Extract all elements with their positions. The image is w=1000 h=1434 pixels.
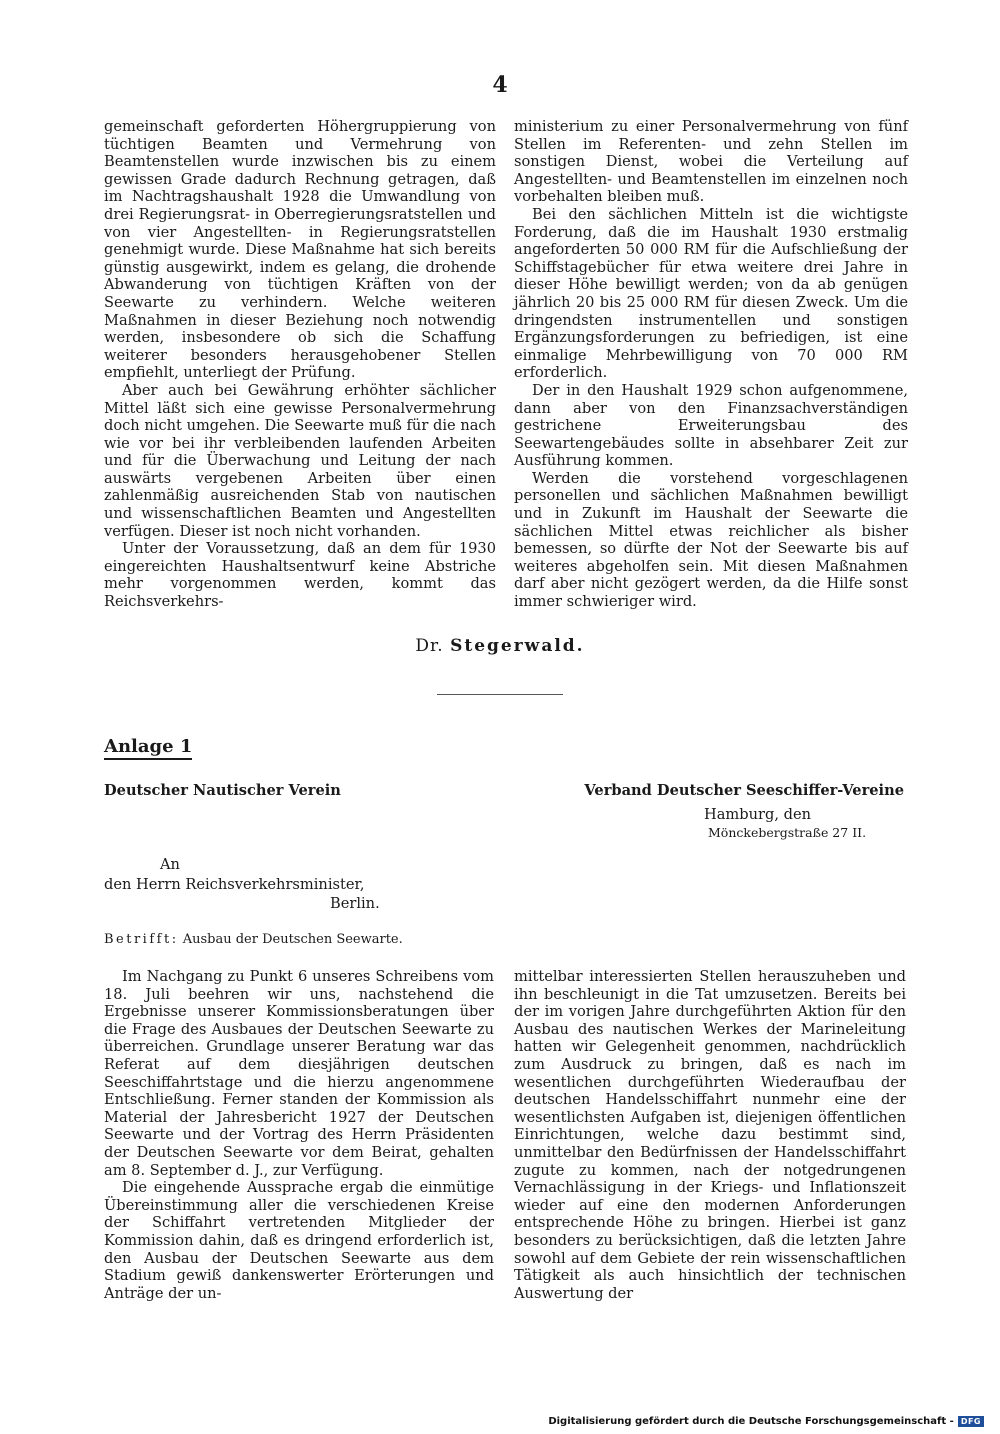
street-line: Mönckebergstraße 27 II. (708, 825, 867, 840)
top-left-column (104, 118, 496, 611)
signature (0, 636, 1000, 656)
sender-right: Verband Deutscher Seeschiffer-Vereine (584, 782, 904, 799)
sender-left: Deutscher Nautischer Verein (104, 782, 341, 799)
dfg-logo-icon: DFG (958, 1416, 984, 1427)
annex-right-column (514, 968, 906, 1302)
signature-name: Stegerwald. (450, 636, 585, 656)
paragraph: Die eingehende Aussprache ergab die einmütige Übereinstimmung aller die verschiedenen Kreise der Schiffahrt vertretenden Mitglieder der Kommission dahin, daß es dringend erforderlich ist, den Ausbau der Deutschen Seewarte aus dem Stadium gewiß dankenswerter Erörterungen und Anträge der un- (104, 1179, 494, 1302)
city-line: Hamburg, den (704, 806, 811, 823)
paragraph: Werden die vorstehend vorgeschlagenen personellen und sächlichen Maßnahmen bewilligt und in Zukunft im Haushalt der Seewarte die sächlichen Mittel etwas reichlicher als bisher bemessen, so dürfte der Not der Seewarte bis auf weiteres abgeholfen sein. Mit diesen Maßnahmen darf aber nicht gezögert werden, da die Hilfe sonst immer schwieriger wird. (514, 469, 908, 611)
paragraph: Im Nachgang zu Punkt 6 unseres Schreibens vom 18. Juli beehren wir uns, nachstehend die Ergebnisse unserer Kommissionsberatungen über die Frage des Ausbaues der Deutschen Seewarte zu überreichen. Grundlage unserer Beratung war das Referat auf dem diesjährigen deutschen Seeschiffahrtstage und die hierzu angenommene Entschließung. Ferner standen der Kommission als Material der Jahresbericht 1927 der Deutschen Seewarte und der Vortrag des Herrn Präsidenten der Deutschen Seewarte vor dem Beirat, gehalten am 8. September d. J., zur Verfügung. (104, 968, 494, 1179)
footer-text: Digitalisierung gefördert durch die Deutsche Forschungsgemeinschaft - (548, 1416, 954, 1427)
page-number: 4 (492, 72, 508, 98)
paragraph: ministerium zu einer Personalvermehrung von fünf Stellen im Referenten- und zehn Stellen im sonstigen Dienst, wobei die Verteilung auf Angestellten- und Beamtenstellen im einzelnen noch vorbehalten bleiben muß. (514, 118, 908, 206)
paragraph: Aber auch bei Gewährung erhöhter sächlicher Mittel läßt sich eine gewisse Personalvermehrung doch nicht umgehen. Die Seewarte muß für die nach wie vor bei ihr verbleibenden laufenden Arbeiten und für die Überwachung und Leitung der nach auswärts vergebenen Arbeiten über einen zahlenmäßig ausreichenden Stab von nautischen und wissenschaftlichen Beamten und Angestellten verfügen. Dieser ist noch nicht vorhanden. (104, 381, 496, 540)
address-recipient: den Herrn Reichsverkehrsminister, (104, 876, 365, 893)
paragraph: gemeinschaft geforderten Höhergruppierung von tüchtigen Beamten und Vermehrung von Beamtenstellen wurde inzwischen bis zu einem gewissen Grade dadurch Rechnung getragen, daß im Nachtragshaushalt 1928 die Umwandlung von drei Regierungsrat- in Oberregierungsratstellen und von vier Angestellten- in Regierungsratstellen genehmigt wurde. Diese Maßnahme hat sich bereits günstig ausgewirkt, indem es gelang, die drohende Abwanderung von tüchtigen Kräften von der Seewarte zu verhindern. Welche weiteren Maßnahmen in dieser Beziehung noch notwendig werden, insbesondere ob sich die Schaffung weiterer besonders herausgehobener Stellen empfiehlt, unterliegt der Prüfung. (104, 118, 496, 382)
subject-label: Betrifft: (104, 932, 179, 947)
annex-heading: Anlage 1 (104, 736, 192, 760)
annex-left-column (104, 968, 494, 1302)
paragraph: Bei den sächlichen Mitteln ist die wichtigste Forderung, daß die im Haushalt 1930 erstmalig angeforderten 50 000 RM für die Aufschließung der Schiffstagebücher für etwa weitere drei Jahre in dieser Höhe bewilligt werden; von da ab genügen jährlich 20 bis 25 000 RM für diesen Zweck. Um die dringendsten instrumentellen und sonstigen Ergänzungsforderungen zu befriedigen, ist eine einmalige Mehrbewilligung von 70 000 RM erforderlich. (514, 205, 908, 382)
top-right-column (514, 118, 908, 611)
address-city: Berlin. (330, 895, 380, 912)
address-an: An (160, 856, 180, 873)
paragraph: mittelbar interessierten Stellen herauszuheben und ihn beschleunigt in die Tat umzusetzen. Bereits bei der im vorigen Jahre durchgeführten Aktion für den Ausbau des nautischen Werkes der Marineleitung hatten wir Gelegenheit genommen, nachdrücklich zum Ausdruck zu bringen, daß es nach im wesentlichen durchgeführten Wiederaufbau der deutschen Handelsschiffahrt nunmehr eine der wesentlichsten Aufgaben ist, diejenigen öffentlichen Einrichtungen, welche dazu bestimmt sind, unmittelbar den Bedürfnissen der Handelsschiffahrt zugute zu kommen, nach der notgedrungenen Vernachlässigung in der Kriegs- und Inflationszeit wieder auf eine den modernen Anforderungen entsprechende Höhe zu bringen. Hierbei ist ganz besonders zu berücksichtigen, daß die letzten Jahre sowohl auf dem Gebiete der rein wissenschaftlichen Tätigkeit als auch hinsichtlich der technischen Auswertung der (514, 968, 906, 1302)
signature-title: Dr. (415, 636, 444, 656)
paragraph: Unter der Voraussetzung, daß an dem für 1930 eingereichten Haushaltsentwurf keine Abstriche mehr vorgenommen werden, kommt das Reichsverkehrs- (104, 540, 496, 611)
subject-text: Ausbau der Deutschen Seewarte. (182, 932, 403, 947)
footer (548, 1416, 984, 1427)
section-divider (437, 694, 563, 695)
paragraph: Der in den Haushalt 1929 schon aufgenommene, dann aber von den Finanzsachverständigen gestrichene Erweiterungsbau des Seewartengebäudes sollte in absehbarer Zeit zur Ausführung kommen. (514, 381, 908, 470)
subject-line (104, 932, 403, 947)
